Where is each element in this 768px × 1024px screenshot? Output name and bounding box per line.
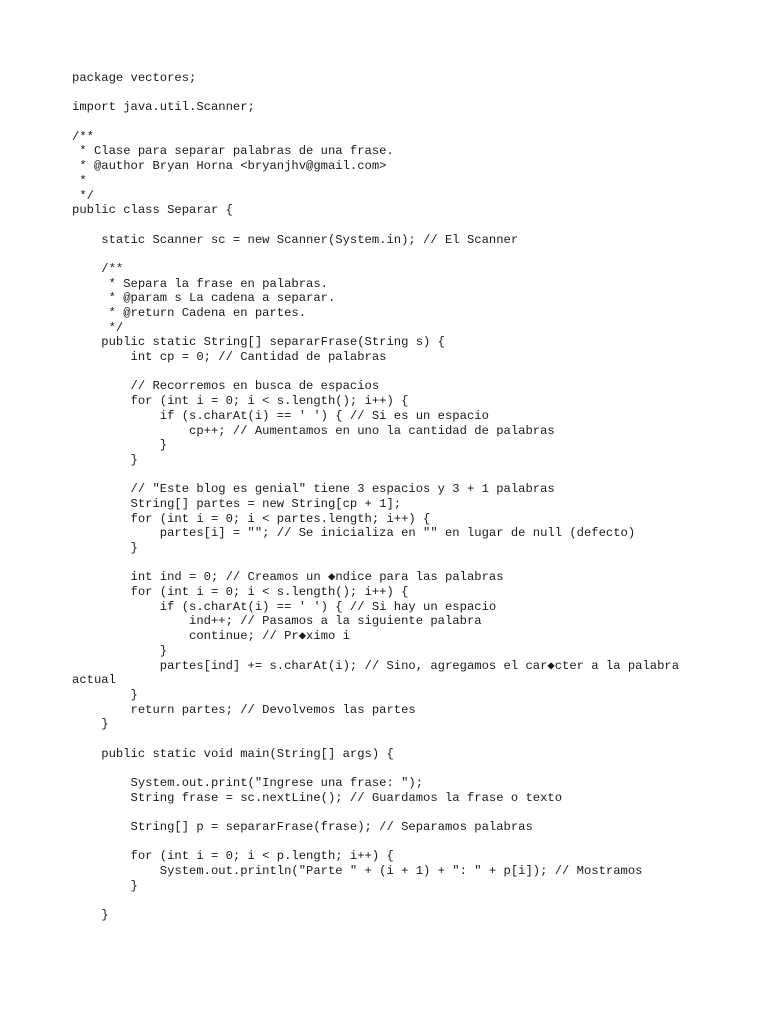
code-line: * @param s La cadena a separar. — [72, 291, 336, 306]
code-line: * Separa la frase en palabras. — [72, 276, 328, 291]
code-line: static Scanner sc = new Scanner(System.in); // El Scanner — [72, 232, 519, 247]
code-line: * Clase para separar palabras de una frase. — [72, 144, 394, 159]
code-line: continue; // Pr◆ximo i — [72, 629, 350, 644]
code-line — [72, 365, 679, 380]
code-line: public class Separar { — [72, 203, 233, 218]
code-listing — [72, 71, 679, 923]
code-line: * @return Cadena en partes. — [72, 306, 307, 320]
code-line: */ — [72, 188, 94, 203]
code-line — [72, 835, 679, 850]
code-line: partes[i] = ""; // Se inicializa en "" en lugar de null (defecto) — [72, 526, 636, 541]
code-line: // Recorremos en busca de espacios — [72, 379, 380, 394]
code-line: */ — [72, 320, 124, 335]
code-line — [72, 732, 679, 747]
code-line — [72, 894, 679, 909]
code-line: partes[ind] += s.charAt(i); // Sino, agregamos el car◆cter a la palabra — [72, 658, 680, 673]
code-line: package vectores; — [72, 71, 197, 85]
code-line: if (s.charAt(i) == ' ') { // Si es un espacio — [72, 408, 489, 423]
code-line: String[] p = separarFrase(frase); // Separamos palabras — [72, 820, 533, 835]
code-line: int cp = 0; // Cantidad de palabras — [72, 350, 387, 365]
code-line — [72, 805, 679, 820]
code-line: } — [72, 878, 138, 893]
code-line: } — [72, 452, 138, 467]
code-line: cp++; // Aumentamos en uno la cantidad de palabras — [72, 423, 555, 438]
code-line: } — [72, 541, 138, 555]
code-line: /** — [72, 129, 94, 144]
code-line: if (s.charAt(i) == ' ') { // Si hay un espacio — [72, 599, 497, 614]
code-line — [72, 468, 679, 483]
code-line: } — [72, 438, 168, 453]
code-line: for (int i = 0; i < partes.length; i++) { — [72, 511, 431, 526]
code-line: * — [72, 173, 87, 188]
code-line: for (int i = 0; i < s.length(); i++) { — [72, 585, 409, 600]
code-line: // "Este blog es genial" tiene 3 espacios y 3 + 1 palabras — [72, 482, 555, 497]
code-line — [72, 115, 679, 130]
code-line — [72, 86, 679, 101]
code-line: for (int i = 0; i < s.length(); i++) { — [72, 394, 409, 409]
code-line: actual — [72, 673, 116, 688]
code-line: for (int i = 0; i < p.length; i++) { — [72, 849, 394, 864]
code-line: public static String[] separarFrase(String s) { — [72, 335, 445, 350]
code-line: System.out.print("Ingrese una frase: "); — [72, 776, 424, 790]
code-line — [72, 247, 679, 262]
code-line: System.out.println("Parte " + (i + 1) + ": " + p[i]); // Mostramos — [72, 864, 643, 879]
code-line: } — [72, 687, 138, 702]
code-line: } — [72, 908, 109, 923]
code-line — [72, 218, 679, 233]
code-line: public static void main(String[] args) { — [72, 746, 394, 761]
code-line: /** — [72, 261, 124, 276]
code-line: } — [72, 717, 109, 732]
code-line: } — [72, 643, 168, 658]
code-line: String[] partes = new String[cp + 1]; — [72, 496, 402, 511]
code-line: return partes; // Devolvemos las partes — [72, 702, 416, 717]
code-line: String frase = sc.nextLine(); // Guardamos la frase o texto — [72, 790, 563, 805]
code-line: * @author Bryan Horna <bryanjhv@gmail.com> — [72, 159, 387, 174]
code-line: int ind = 0; // Creamos un ◆ndice para las palabras — [72, 570, 504, 585]
code-line — [72, 761, 679, 776]
code-line: ind++; // Pasamos a la siguiente palabra — [72, 614, 482, 629]
code-line: import java.util.Scanner; — [72, 100, 255, 115]
code-line — [72, 556, 679, 571]
